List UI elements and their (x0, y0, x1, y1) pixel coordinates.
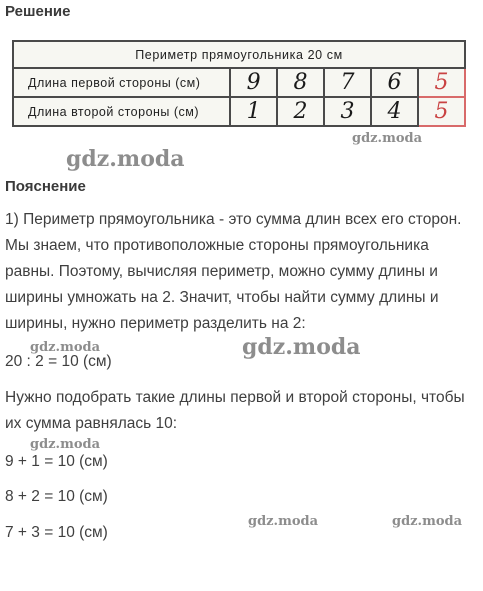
watermark: gdz.moda (248, 514, 319, 529)
paragraph-line: Мы знаем, что противоположные стороны прямоугольника (5, 237, 429, 254)
row1-label: Длина первой стороны (см) (13, 68, 230, 97)
row1-value-2: 8 (277, 68, 324, 97)
paragraph-line: ширины, нужно периметр разделить на 2: (5, 315, 306, 332)
row2-label: Длина второй стороны (см) (13, 97, 230, 126)
watermark: gdz.moda (392, 514, 463, 529)
explanation-heading: Пояснение (5, 178, 86, 195)
row1-value-3: 7 (324, 68, 371, 97)
paragraph-line: 1) Периметр прямоугольника - это сумма длин всех его сторон. (5, 211, 462, 228)
table-title: Периметр прямоугольника 20 см (13, 41, 465, 68)
row1-value-5-highlighted: 5 (418, 68, 465, 97)
row2-value-5-highlighted: 5 (418, 97, 465, 126)
equation-half-perimeter: 20 : 2 = 10 (см) (5, 353, 112, 370)
explanation-paragraph-1 (5, 207, 479, 337)
row2-value-1: 1 (230, 97, 277, 126)
equation-8-plus-2: 8 + 2 = 10 (см) (5, 488, 108, 505)
watermark: gdz.moda (30, 340, 101, 355)
row2-value-3: 3 (324, 97, 371, 126)
equation-9-plus-1: 9 + 1 = 10 (см) (5, 453, 108, 470)
paragraph-line: их сумма равнялась 10: (5, 415, 178, 432)
watermark: gdz.moda (352, 131, 423, 146)
solution-heading: Решение (5, 3, 71, 20)
row1-value-4: 6 (371, 68, 418, 97)
row2-value-4: 4 (371, 97, 418, 126)
watermark: gdz.moda (30, 437, 101, 452)
watermark: gdz.moda (66, 146, 185, 172)
explanation-paragraph-2 (5, 385, 479, 437)
perimeter-table (12, 40, 466, 127)
row1-value-1: 9 (230, 68, 277, 97)
paragraph-line: Нужно подобрать такие длины первой и второй стороны, чтобы (5, 389, 465, 406)
paragraph-line: равны. Поэтому, вычисляя периметр, можно сумму длины и (5, 263, 438, 280)
row2-value-2: 2 (277, 97, 324, 126)
equation-7-plus-3: 7 + 3 = 10 (см) (5, 524, 108, 541)
paragraph-line: ширины умножать на 2. Значит, чтобы найти сумму длины и (5, 289, 439, 306)
watermark: gdz.moda (242, 334, 361, 360)
